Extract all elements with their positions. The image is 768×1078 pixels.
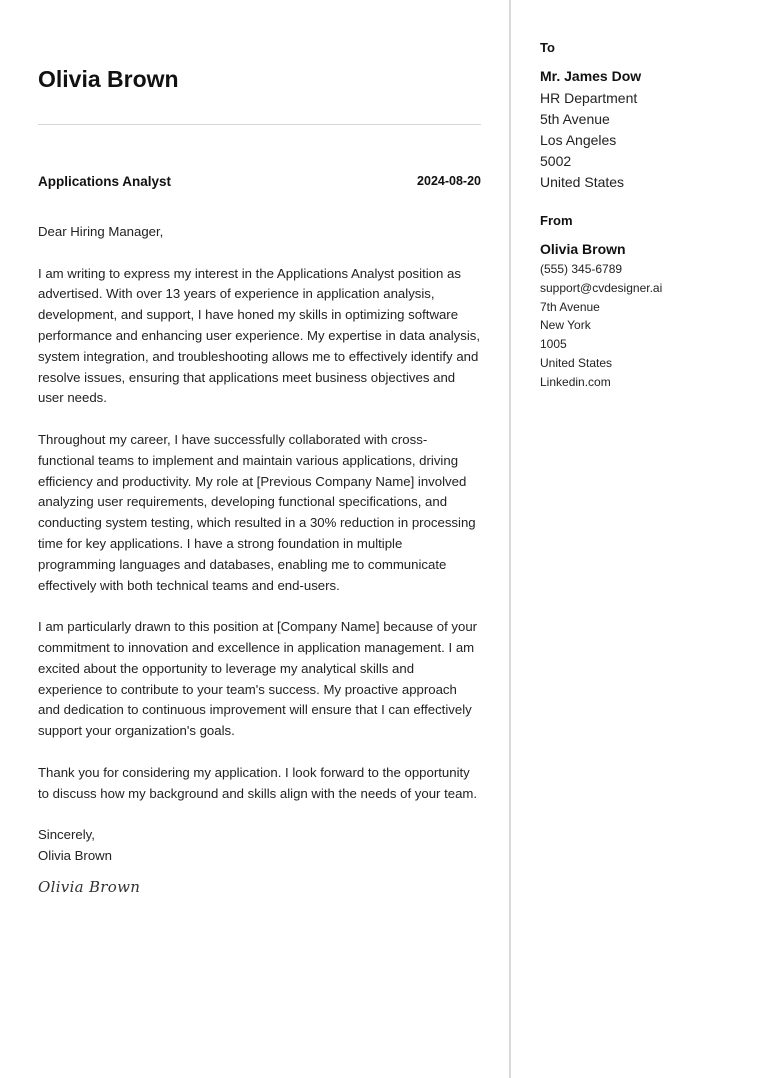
paragraph-3: I am particularly drawn to this position at [Company Name] because of your commitment to innovation and excellence in application management. I am excited about the opportunity to leverage my analytical skills and experience to contribute to your team's success. My proactive approach and dedication to continuous improvement will ensure that I can effectively support your organization's goals. [38,619,478,739]
paragraph-2: Throughout my career, I have successfully collaborated with cross-functional teams to implement and maintain various applications, driving efficiency and productivity. My role at [Previous Company Name] involved analyzing user requirements, developing functional specifications, and conducting system testing, which resulted in a 30% reduction in processing time for key applications. I have a strong foundation in multiple programming languages and databases, enabling me to communicate effectively with both technical teams and end-users. [38,431,476,593]
recipient-address [540,88,637,193]
sender-country: United States [540,355,613,370]
sender-contact [540,260,662,392]
recipient-street: 5th Avenue [540,111,610,127]
sender-website-link[interactable]: Linkedin.com [540,374,611,389]
letter-date: 2024-08-20 [417,174,481,188]
job-row [38,174,481,192]
header-divider [38,124,481,125]
recipient-name: Mr. James Dow [540,68,642,84]
sender-email[interactable]: support@cvdesigner.ai [540,280,663,295]
recipient-city: Los Angeles [540,132,617,148]
sender-phone: (555) 345-6789 [540,262,623,276]
to-label: To [540,40,555,55]
paragraph-4: Thank you for considering my application. I look forward to the opportunity to discuss how my background and skills align with the needs of your team. [38,764,478,801]
sender-zip: 1005 [540,337,567,352]
paragraph-1: I am writing to express my interest in the Applications Analyst position as advertised. With over 13 years of experience in application analysis, development, and support, I have honed my skills in optimizing software performance and enhancing user experience. My expertise in data analysis, system integration, and troubleshooting allows me to effectively identify and resolve issues, ensuring that applications meet business objectives and user needs. [38,265,481,406]
signature: Olivia Brown [38,877,141,896]
closing-block [38,825,481,867]
sender-street: 7th Avenue [540,299,600,314]
closing-name: Olivia Brown [38,847,113,863]
recipient-zip: 5002 [540,153,572,169]
closing: Sincerely, [38,827,95,843]
applicant-name: Olivia Brown [38,66,179,92]
from-label: From [540,213,573,228]
sender-city: New York [540,318,591,333]
recipient-country: United States [540,174,625,190]
sender-name: Olivia Brown [540,241,626,257]
letter-body [38,222,481,898]
salutation: Dear Hiring Manager, [38,224,164,239]
column-divider [509,0,511,1078]
job-title: Applications Analyst [38,174,172,189]
recipient-department: HR Department [540,90,638,106]
